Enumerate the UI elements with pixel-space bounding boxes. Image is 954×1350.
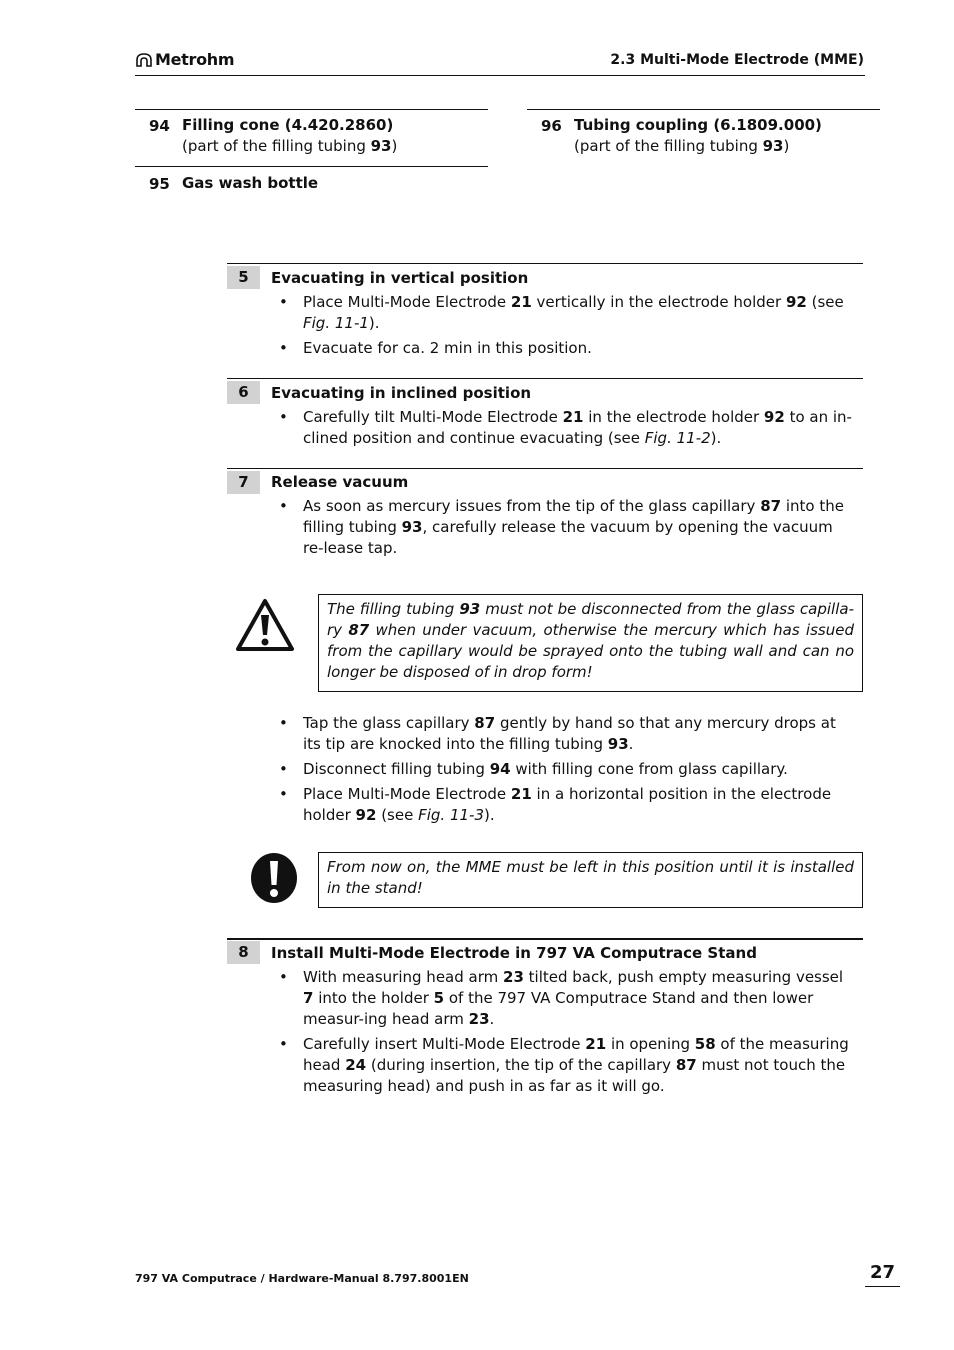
legend-title: Filling cone (4.420.2860) xyxy=(182,116,394,134)
brand-logo xyxy=(135,50,234,69)
list-item: • Place Multi-Mode Electrode 21 vertically in the electrode holder 92 (see Fig. 11-1). xyxy=(279,292,854,334)
warning-triangle-icon xyxy=(234,597,296,657)
legend-number: 96 xyxy=(541,117,562,135)
step-title: Evacuating in inclined position xyxy=(271,384,532,402)
legend-subtitle: (part of the filling tubing 93) xyxy=(182,137,398,155)
step-title: Evacuating in vertical position xyxy=(271,269,529,287)
legend-number: 94 xyxy=(149,117,170,135)
logo-text: Metrohm xyxy=(155,50,235,69)
step-divider xyxy=(227,468,863,469)
step-number: 7 xyxy=(227,471,260,494)
list-item: • Tap the glass capillary 87 gently by hand so that any mercury drops at its tip are knocked into the filling tubing 93. xyxy=(279,713,854,755)
page-number: 27 xyxy=(869,1262,896,1283)
legend-item xyxy=(182,115,397,157)
legend-number: 95 xyxy=(149,175,170,193)
list-item: • Evacuate for ca. 2 min in this position. xyxy=(279,338,854,359)
legend-subtitle: (part of the filling tubing 93) xyxy=(574,137,790,155)
step-5-bullets xyxy=(279,292,854,363)
legend-divider xyxy=(135,166,488,167)
step-divider xyxy=(227,378,863,379)
document-id: 797 VA Computrace / Hardware-Manual 8.797.8001EN xyxy=(135,1272,469,1285)
step-number: 8 xyxy=(227,941,260,964)
header-divider xyxy=(135,75,865,76)
step-title: Install Multi-Mode Electrode in 797 VA Computrace Stand xyxy=(271,944,757,962)
page-number-underline xyxy=(865,1286,900,1287)
step-7-bullets-continued xyxy=(279,713,854,830)
metrohm-logo-icon xyxy=(135,52,153,68)
step-divider xyxy=(227,938,863,940)
list-item: • Carefully insert Multi-Mode Electrode 21 in opening 58 of the measuring head 24 (during insertion, the tip of the capillary 87 must not touch the measuring head) and push in as far as it will go. xyxy=(279,1034,854,1097)
note-box: From now on, the MME must be left in this position until it is installed in the stand! xyxy=(318,852,863,908)
step-8-bullets xyxy=(279,967,854,1101)
list-item: • As soon as mercury issues from the tip of the glass capillary 87 into the filling tubing 93, carefully release the vacuum by opening the vacuum re-lease tap. xyxy=(279,496,854,559)
step-divider xyxy=(227,263,863,264)
step-6-bullets xyxy=(279,407,854,453)
legend-item xyxy=(574,115,822,157)
legend-divider xyxy=(135,109,488,110)
list-item: • Carefully tilt Multi-Mode Electrode 21 in the electrode holder 92 to an in-clined position and continue evacuating (see Fig. 11-2). xyxy=(279,407,854,449)
section-title: 2.3 Multi-Mode Electrode (MME) xyxy=(610,52,864,68)
step-number: 6 xyxy=(227,381,260,404)
legend-title: Tubing coupling (6.1809.000) xyxy=(574,116,822,134)
legend-divider xyxy=(527,109,880,110)
list-item: • Place Multi-Mode Electrode 21 in a horizontal position in the electrode holder 92 (see Fig. 11-3). xyxy=(279,784,854,826)
list-item: • Disconnect filling tubing 94 with filling cone from glass capillary. xyxy=(279,759,854,780)
exclamation-circle-icon xyxy=(249,852,299,908)
legend-title: Gas wash bottle xyxy=(182,174,319,192)
warning-box: The filling tubing 93 must not be disconnected from the glass capilla-ry 87 when under vacuum, otherwise the mercury which has issued from the capillary would be sprayed onto the tubing wall and can no longer be disposed of in drop form! xyxy=(318,594,863,692)
step-7-bullets xyxy=(279,496,854,563)
list-item: • With measuring head arm 23 tilted back, push empty measuring vessel 7 into the holder 5 of the 797 VA Computrace Stand and then lower measur-ing head arm 23. xyxy=(279,967,854,1030)
step-number: 5 xyxy=(227,266,260,289)
step-title: Release vacuum xyxy=(271,473,409,491)
